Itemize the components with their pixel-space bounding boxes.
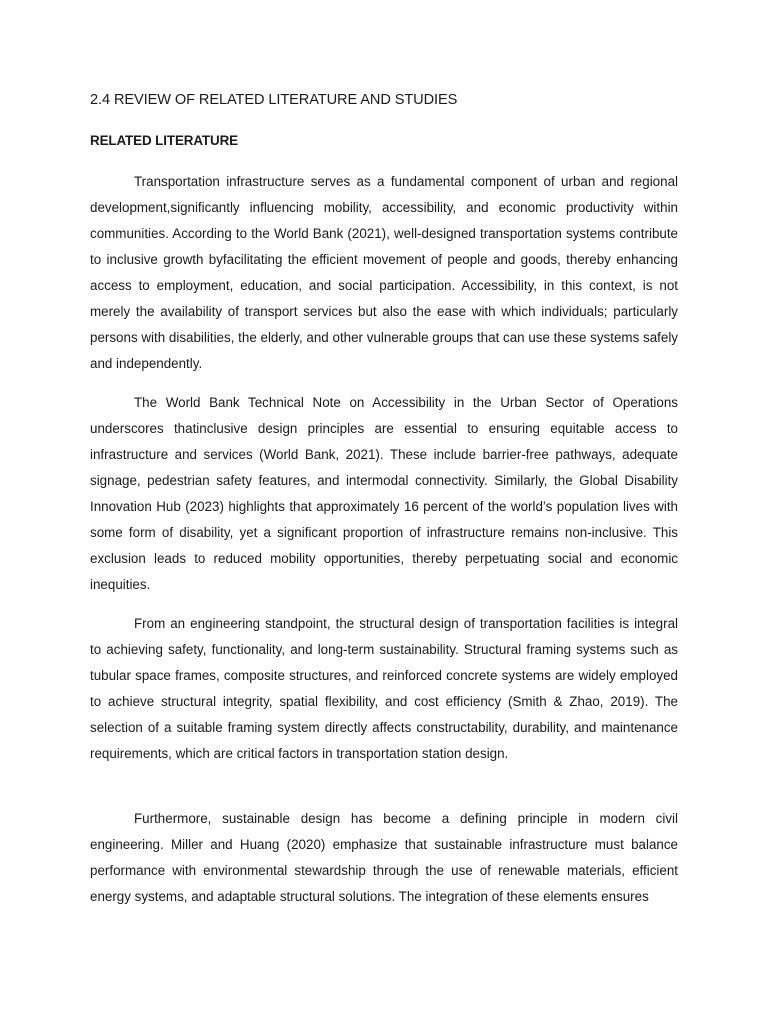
paragraph-engineering-standpoint: From an engineering standpoint, the structural design of transportation facilities is integral to achieving safety, functionality, and long-term sustainability. Structural framing systems such as tubular space frames, composite structures, and reinforced concrete systems are widely employed to achieve structural integrity, spatial flexibility, and cost efficiency (Smith & Zhao, 2019). The selection of a suitable framing system directly affects constructability, durability, and maintenance requirements, which are critical factors in transportation station design. (90, 616, 678, 761)
section-heading: 2.4 REVIEW OF RELATED LITERATURE AND STUDIES (90, 92, 458, 108)
subsection-heading: RELATED LITERATURE (90, 133, 238, 148)
paragraph-world-bank-technical-note: The World Bank Technical Note on Accessibility in the Urban Sector of Operations underscores thatinclusive design principles are essential to ensuring equitable access to infrastructure and services (World Bank, 2021). These include barrier-free pathways, adequate signage, pedestrian safety features, and intermodal connectivity. Similarly, the Global Disability Innovation Hub (2023) highlights that approximately 16 percent of the world’s population lives with some form of disability, yet a significant proportion of infrastructure remains non-inclusive. This exclusion leads to reduced mobility opportunities, thereby perpetuating social and economic inequities. (90, 395, 678, 592)
paragraph-transportation-infrastructure: Transportation infrastructure serves as a fundamental component of urban and regional development,significantly influencing mobility, accessibility, and economic productivity within communities. According to the World Bank (2021), well-designed transportation systems contribute to inclusive growth byfacilitating the efficient movement of people and goods, thereby enhancing access to employment, education, and social participation. Accessibility, in this context, is not merely the availability of transport services but also the ease with which individuals; particularly persons with disabilities, the elderly, and other vulnerable groups that can use these systems safely and independently. (90, 174, 678, 371)
paragraph-sustainable-design: Furthermore, sustainable design has become a defining principle in modern civil engineering. Miller and Huang (2020) emphasize that sustainable infrastructure must balance performance with environmental stewardship through the use of renewable materials, efficient energy systems, and adaptable structural solutions. The integration of these elements ensures (90, 811, 678, 904)
